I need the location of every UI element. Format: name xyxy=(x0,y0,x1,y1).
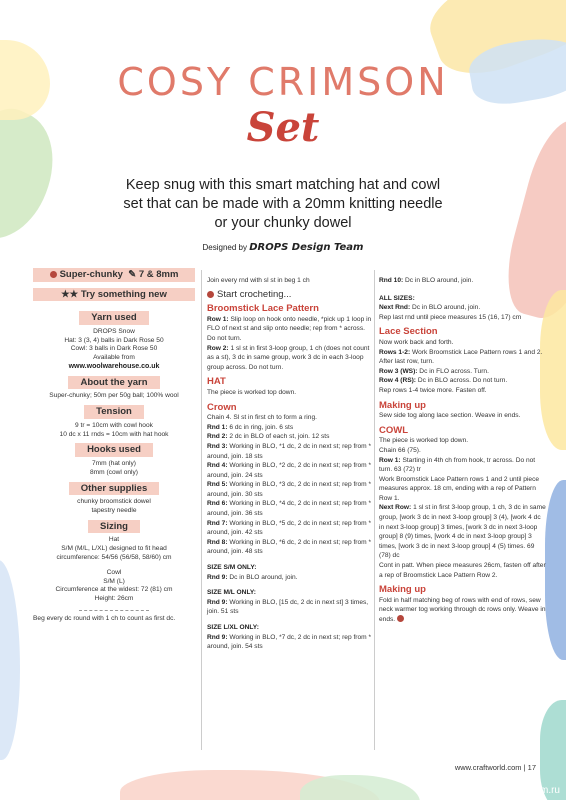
sizing-hat-line: S/M (M/L, L/XL) designed to fit head xyxy=(61,545,167,553)
supplies-line: chunky broomstick dowel xyxy=(77,498,151,506)
watermark: PassionForum.ru xyxy=(483,785,560,796)
sizing-cowl-line: Circumference at the widest: 72 (81) cm xyxy=(55,586,173,594)
size-ml-row: Rnd 9: Working in BLO, [15 dc, 2 dc in next st] 3 times, join. 51 sts xyxy=(207,598,369,616)
about-label: About the yarn xyxy=(68,376,159,390)
lace-rows xyxy=(379,338,547,396)
pattern-row: Cont in patt. When piece measures 26cm, fasten off after a rep of Broomstick Lace Pattern Row 2. xyxy=(379,562,546,579)
instructions-column-2 xyxy=(379,276,547,625)
hooks-line: 8mm (cowl only) xyxy=(90,468,138,476)
pattern-row: Row 1: Starting in 4th ch from hook, tr across. Do not turn. 63 (72) tr xyxy=(379,456,536,474)
designer-prefix: Designed by xyxy=(202,243,248,252)
pattern-row: Row 3 (WS): Dc in FLO across. Turn. xyxy=(379,367,489,375)
sizing-label: Sizing xyxy=(88,520,140,534)
making-up-heading: Making up xyxy=(379,399,426,411)
supplies-label: Other supplies xyxy=(69,482,160,496)
pattern-row: The piece is worked top down. xyxy=(379,437,469,445)
pattern-row: Now work back and forth. xyxy=(379,338,454,346)
crown-intro: Chain 4. Sl st in first ch to form a ring. xyxy=(207,414,317,422)
hook-icon: ✎ xyxy=(128,269,137,280)
start-heading: Start crocheting... xyxy=(207,290,373,300)
yarn-ball-icon xyxy=(397,615,404,622)
size-lxl-heading: SIZE L/XL ONLY: xyxy=(207,624,259,631)
weight-hook-bar xyxy=(33,268,195,282)
pattern-row: Work Broomstick Lace Pattern rows 1 and 2 until piece measures approx. 18 cm, ending with a rep of Pattern Row 1. xyxy=(379,475,540,502)
sizing-cowl-line: Cowl xyxy=(106,568,122,576)
pattern-row: Next Rnd: Dc in BLO around, join. xyxy=(379,304,481,312)
pattern-row: Row 1: Slip loop on hook onto needle, *pick up 1 loop in FLO of next st and slip onto needle; rep from * across. Do not turn. xyxy=(207,315,372,342)
hat-heading: HAT xyxy=(207,376,226,388)
dashed-divider xyxy=(79,610,149,611)
making-up-text: Sew side tog along lace section. Weave in ends. xyxy=(379,412,521,420)
pattern-row: Chain 66 (75). xyxy=(379,446,421,454)
pattern-row: Rnd 8: Working in BLO, *6 dc, 2 dc in next st; rep from * around, join. 48 sts xyxy=(207,538,372,556)
pattern-row: Rnd 1: 6 dc in ring, join. 6 sts xyxy=(207,423,294,431)
intro-text: Keep snug with this smart matching hat and cowl set that can be made with a 20mm knitting needle or your chunky dowel xyxy=(123,177,443,231)
tension-line: 10 dc x 11 rnds = 10cm with hat hook xyxy=(59,430,169,438)
yarn-line: DROPS Snow xyxy=(93,327,135,335)
designer-name: DROPS Design Team xyxy=(249,242,364,253)
hooks-label: Hooks used xyxy=(75,443,153,457)
yarn-line: Available from xyxy=(93,354,135,362)
cowl-heading: COWL xyxy=(379,424,409,436)
about-text: Super-chunky; 50m per 50g ball; 100% wool xyxy=(49,392,179,400)
hooks-line: 7mm (hat only) xyxy=(92,459,136,467)
cowl-rows xyxy=(379,436,547,580)
dc-note: Beg every dc round with 1 ch to count as first dc. xyxy=(33,614,176,622)
crown-heading: Crown xyxy=(207,401,237,413)
supplies-line: tapestry needle xyxy=(91,506,137,514)
yarn-used-label: Yarn used xyxy=(79,311,148,325)
deco-blue-left xyxy=(0,560,20,760)
size-ml-heading: SIZE M/L ONLY: xyxy=(207,589,256,597)
page-footer: www.craftworld.com | 17 xyxy=(454,763,536,772)
making-up-heading-2: Making up xyxy=(379,584,426,596)
pattern-row: Rnd 7: Working in BLO, *5 dc, 2 dc in next st; rep from * around, join. 42 sts xyxy=(207,519,372,537)
crown-rows xyxy=(207,423,373,557)
yarn-line: Hat: 3 (3, 4) balls in Dark Rose 50 xyxy=(64,336,164,344)
lace-heading: Lace Section xyxy=(379,326,438,338)
pattern-row: Rows 1-2: Work Broomstick Lace Pattern rows 1 and 2. After last row, turn. xyxy=(379,348,543,366)
yarn-link[interactable]: www.woolwarehouse.co.uk xyxy=(68,362,160,370)
broomstick-heading: Broomstick Lace Pattern xyxy=(207,303,319,315)
column-divider-1 xyxy=(201,270,202,750)
footer-url[interactable]: www.craftworld.com xyxy=(454,763,522,772)
hook-sizes: 7 & 8mm xyxy=(138,269,179,280)
column-divider-2 xyxy=(374,270,375,750)
broomstick-rows xyxy=(207,315,373,373)
pattern-row: Rep last rnd until piece measures 15 (16, 17) cm xyxy=(379,313,522,321)
page-title: COSY CRIMSON xyxy=(117,60,449,104)
deco-green-bottom xyxy=(300,775,420,800)
pattern-row: Rnd 4: Working in BLO, *2 dc, 2 dc in next st; rep from * around, join. 24 sts xyxy=(207,462,372,479)
sizing-cowl-line: S/M (L) xyxy=(103,577,125,585)
designer-credit xyxy=(0,242,566,253)
sizing-cowl-line: Height: 26cm xyxy=(94,595,134,603)
size-sm-row: Rnd 9: Dc in BLO around, join. xyxy=(207,573,298,581)
tension-line: 9 tr = 10cm with cowl hook xyxy=(75,421,153,429)
pattern-row: Rnd 5: Working in BLO, *3 dc, 2 dc in next st; rep from * around, join. 30 sts xyxy=(207,481,372,498)
page-number: 17 xyxy=(527,763,536,772)
size-lxl-row: Rnd 9: Working in BLO, *7 dc, 2 dc in next st; rep from * around, join. 54 sts xyxy=(207,633,372,651)
pattern-row: Row 2: 1 sl st in first 3-loop group, 1 ch (does not count as a st), 3 dc in same group, work 3 dc in each 3-loop group across. Do not turn. xyxy=(207,344,370,371)
all-sizes-rows xyxy=(379,303,547,322)
pattern-row: Rnd 2: 2 dc in BLO of each st, join. 12 sts xyxy=(207,433,330,441)
size-sm-heading: SIZE S/M ONLY: xyxy=(207,564,257,572)
instructions-column-1 xyxy=(207,276,373,652)
pattern-row: Row 4 (RS): Dc in BLO across. Do not turn. xyxy=(379,377,508,385)
making-up-text-2: Fold in half matching beg of rows with end of rows, sew neck warmer tog working through dc rows only. Weave in ends. xyxy=(379,596,546,623)
sizing-hat-line: circumference: 54/56 (56/58, 58/60) cm xyxy=(56,553,172,561)
pattern-row: Rnd 6: Working in BLO, *4 dc, 2 dc in next st; rep from * around, join. 36 sts xyxy=(207,500,372,518)
pattern-row: Rep rows 1-4 twice more. Fasten off. xyxy=(379,386,487,394)
hat-text: The piece is worked top down. xyxy=(207,388,297,396)
yarn-weight: Super-chunky xyxy=(59,269,123,280)
join-note: Join every rnd with sl st in beg 1 ch xyxy=(207,277,310,284)
difficulty-bar: ★★ Try something new xyxy=(33,288,195,302)
tension-label: Tension xyxy=(84,405,144,419)
info-column xyxy=(33,268,195,624)
yarn-ball-icon xyxy=(207,291,214,298)
sizing-hat-line: Hat xyxy=(108,536,120,544)
pattern-row: Rnd 3: Working in BLO, *1 dc, 2 dc in next st; rep from * around, join. 18 sts xyxy=(207,442,372,460)
rnd10-row: Rnd 10: Dc in BLO around, join. xyxy=(379,277,474,284)
deco-blue-right xyxy=(545,480,566,660)
yarn-ball-icon xyxy=(50,271,57,278)
pattern-row: Next Row: 1 sl st in first 3-loop group, 1 ch, 3 dc in same group, [work 3 dc in next 3-loop group] 3 (4), [work 4 dc in next 3-loop group] 3 times, [work 3 dc in next 3-loop group] 8 (9) times, [work 4 dc in next 3-loop group] 3 times, [work 3 dc in next 3-loop group] 4 (5) times. 69 (78) dc xyxy=(379,504,546,560)
page-subtitle: Set xyxy=(246,104,320,151)
yarn-line: Cowl: 3 balls in Dark Rose 50 xyxy=(70,345,158,353)
all-sizes-heading: ALL SIZES: xyxy=(379,294,415,302)
